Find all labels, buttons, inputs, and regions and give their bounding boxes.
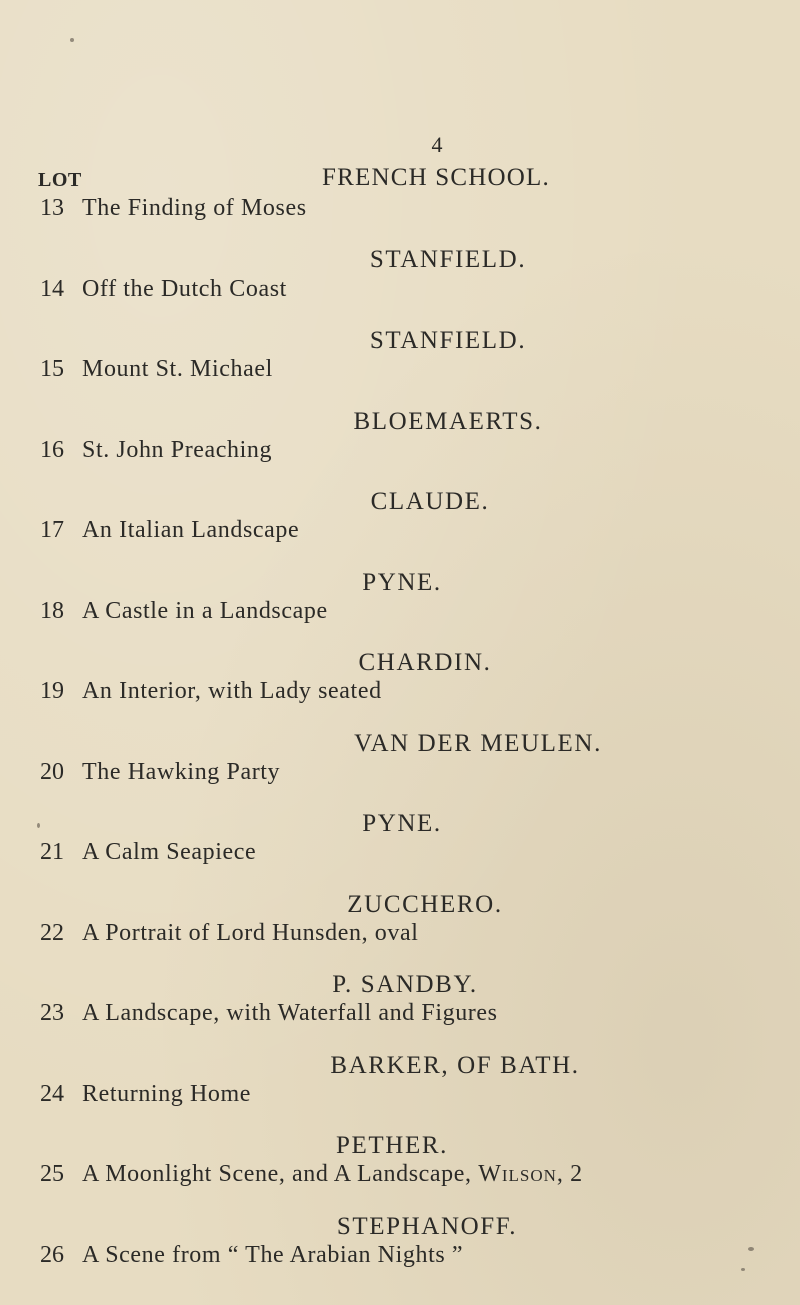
artist-name: STANFIELD. xyxy=(369,246,527,273)
lot-number: 14 xyxy=(40,276,64,302)
lot-title: An Interior, with Lady seated xyxy=(82,678,382,704)
artist-name: STANFIELD. xyxy=(369,327,527,354)
page-number: 4 xyxy=(431,132,443,157)
lot-title-painter: Wilson xyxy=(478,1161,557,1187)
lot-title: An Italian Landscape xyxy=(82,517,300,543)
lot-title: The Finding of Moses xyxy=(82,195,307,221)
lot-number: 23 xyxy=(40,1000,64,1026)
lot-title: A Scene from “ The Arabian Nights ” xyxy=(82,1242,464,1268)
lot-number: 16 xyxy=(40,437,64,463)
lot-number: 19 xyxy=(40,678,64,704)
artist-name: STEPHANOFF. xyxy=(336,1213,518,1240)
artist-name: ZUCCHERO. xyxy=(347,891,503,918)
lot-title: A Landscape, with Waterfall and Figures xyxy=(82,1000,498,1026)
artist-name: VAN DER MEULEN. xyxy=(354,730,602,757)
lot-number: 17 xyxy=(40,517,64,543)
lot-number: 21 xyxy=(40,839,64,865)
lot-title-count: , 2 xyxy=(556,1161,583,1187)
artist-name: P. SANDBY. xyxy=(332,971,478,998)
artist-name: BLOEMAERTS. xyxy=(353,408,543,435)
school-heading: FRENCH SCHOOL. xyxy=(322,164,550,191)
lot-number: 26 xyxy=(40,1242,64,1268)
lot-title xyxy=(82,1162,583,1186)
paper-fleck xyxy=(37,823,40,828)
lot-title: A Portrait of Lord Hunsden, oval xyxy=(82,920,419,946)
lot-title: The Hawking Party xyxy=(82,759,281,785)
artist-name: PETHER. xyxy=(336,1132,448,1159)
artist-name: PYNE. xyxy=(362,810,442,837)
paper-fleck xyxy=(748,1247,754,1251)
lot-title: St. John Preaching xyxy=(82,437,273,463)
lot-number: 15 xyxy=(40,356,64,382)
artist-name: CLAUDE. xyxy=(370,488,490,515)
lot-number: 18 xyxy=(40,598,64,624)
lot-title: Mount St. Michael xyxy=(82,356,273,382)
lot-number: 13 xyxy=(40,195,64,221)
lot-title: A Castle in a Landscape xyxy=(82,598,328,624)
lot-title: Off the Dutch Coast xyxy=(82,276,287,302)
paper-fleck xyxy=(70,38,74,42)
artist-name: PYNE. xyxy=(362,569,442,596)
artist-name: BARKER, OF BATH. xyxy=(330,1052,580,1079)
lot-column-header: LOT xyxy=(38,169,82,191)
lot-number: 20 xyxy=(40,759,64,785)
lot-title: A Calm Seapiece xyxy=(82,839,257,865)
lot-title-text: A Moonlight Scene, and A Landscape, xyxy=(82,1161,479,1187)
lot-number: 22 xyxy=(40,920,64,946)
lot-number: 24 xyxy=(40,1081,64,1107)
artist-name: CHARDIN. xyxy=(358,649,492,676)
paper-fleck xyxy=(741,1268,745,1271)
lot-number: 25 xyxy=(40,1161,64,1187)
lot-title: Returning Home xyxy=(82,1081,252,1107)
